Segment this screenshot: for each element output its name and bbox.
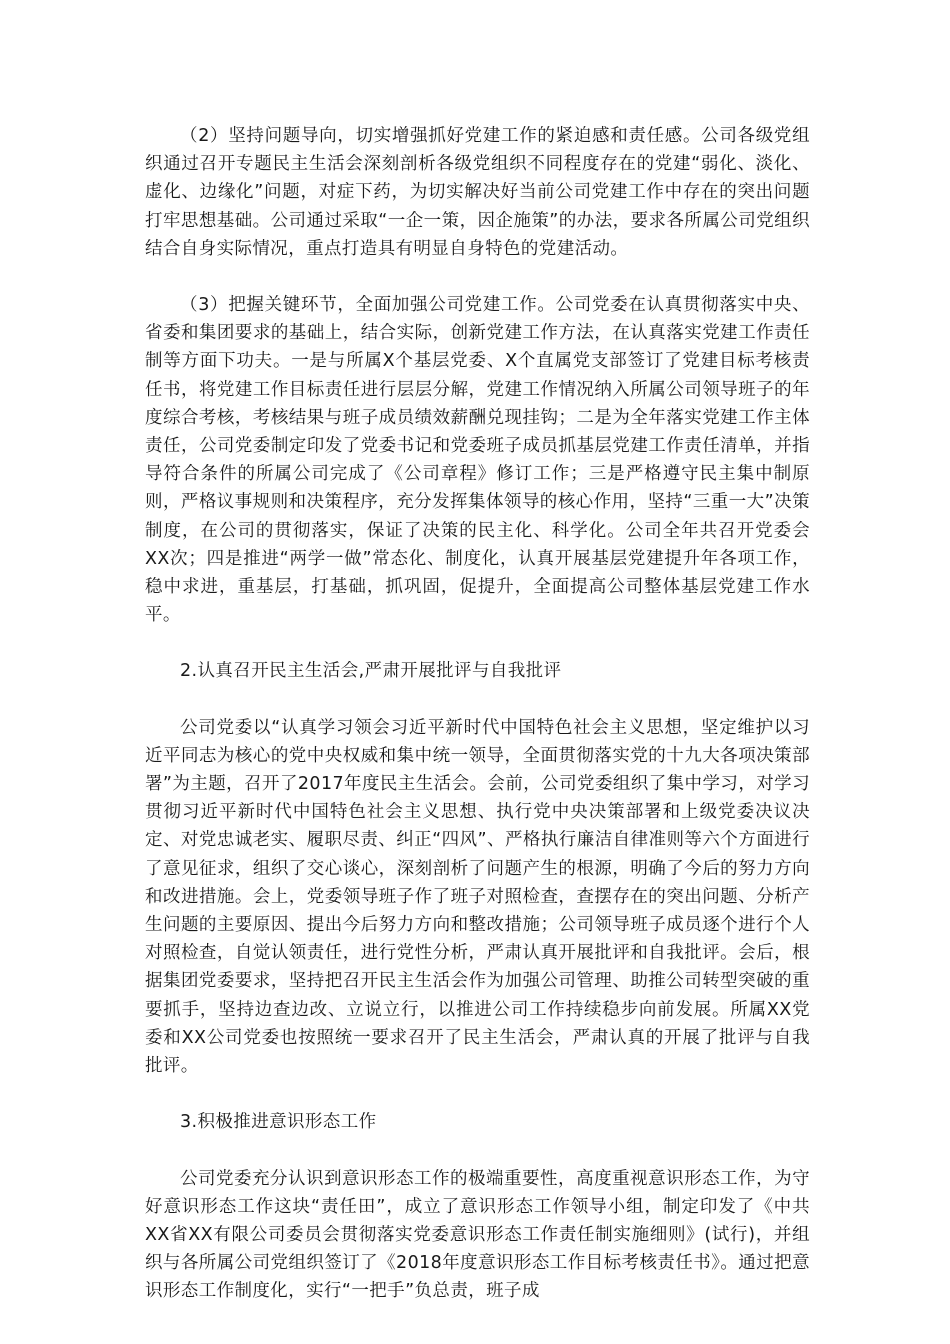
paragraph-democratic-life-meeting: 公司党委以“认真学习领会习近平新时代中国特色社会主义思想，坚定维护以习近平同志为核心的党中央权威和集中统一领导，全面贯彻落实党的十九大各项决策部署”为主题，召开了2017年度民主生活会。会前，公司党委组织了集中学习，对学习贯彻习近平新时代中国特色社会主义思想、执行党中央决策部署和上级党委决议决定、对党忠诚老实、履职尽责、纠正“四风”、严格执行廉洁自律准则等六个方面进行了意见征求，组织了交心谈心，深刻剖析了问题产生的根源，明确了今后的努力方向和改进措施。会上，党委领导班子作了班子对照检查，查摆存在的突出问题、分析产生问题的主要原因、提出今后努力方向和整改措施；公司领导班子成员逐个进行个人对照检查，自觉认领责任，进行党性分析，严肃认真开展批评和自我批评。会后，根据集团党委要求，坚持把召开民主生活会作为加强公司管理、助推公司转型突破的重要抓手，坚持边查边改、立说立行，以推进公司工作持续稳步向前发展。所属XX党委和XX公司党委也按照统一要求召开了民主生活会，严肃认真的开展了批评与自我批评。 xyxy=(145,717,810,1077)
paragraph-problem-orientation: （2）坚持问题导向，切实增强抓好党建工作的紧迫感和责任感。公司各级党组织通过召开专题民主生活会深刻剖析各级党组织不同程度存在的党建“弱化、淡化、虚化、边缘化”问题，对症下药，为切实解决好当前公司党建工作中存在的突出问题打牢思想基础。公司通过采取“一企一策，因企施策”的办法，要求各所属公司党组织结合自身实际情况，重点打造具有明显自身特色的党建活动。 xyxy=(145,126,810,259)
section-heading-ideology-work: 3.积极推进意识形态工作 xyxy=(180,1112,377,1133)
section-heading-democratic-life-meeting: 2.认真召开民主生活会,严肃开展批评与自我批评 xyxy=(180,661,562,682)
paragraph-ideology-work: 公司党委充分认识到意识形态工作的极端重要性，高度重视意识形态工作，为守好意识形态工作这块“责任田”，成立了意识形态工作领导小组，制定印发了《中共XX省XX有限公司委员会贯彻落实党委意识形态工作责任制实施细则》(试行)，并组织与各所属公司党组织签订了《2018年度意识形态工作目标考核责任书》。通过把意识形态工作制度化，实行“一把手”负总责，班子成 xyxy=(145,1168,810,1302)
paragraph-key-links: （3）把握关键环节，全面加强公司党建工作。公司党委在认真贯彻落实中央、省委和集团要求的基础上，结合实际，创新党建工作方法，在认真落实党建工作责任制等方面下功夫。一是与所属X个基层党委、X个直属党支部签订了党建目标考核责任书，将党建工作目标责任进行层层分解，党建工作情况纳入所属公司领导班子的年度综合考核，考核结果与班子成员绩效薪酬兑现挂钩；二是为全年落实党建工作主体责任，公司党委制定印发了党委书记和党委班子成员抓基层党建工作责任清单，并指导符合条件的所属公司完成了《公司章程》修订工作；三是严格遵守民主集中制原则，严格议事规则和决策程序，充分发挥集体领导的核心作用，坚持“三重一大”决策制度，在公司的贯彻落实，保证了决策的民主化、科学化。公司全年共召开党委会XX次；四是推进“两学一做”常态化、制度化，认真开展基层党建提升年各项工作，稳中求进，重基层，打基础，抓巩固，促提升，全面提高公司整体基层党建工作水平。 xyxy=(145,295,810,626)
document-body xyxy=(145,122,810,1306)
